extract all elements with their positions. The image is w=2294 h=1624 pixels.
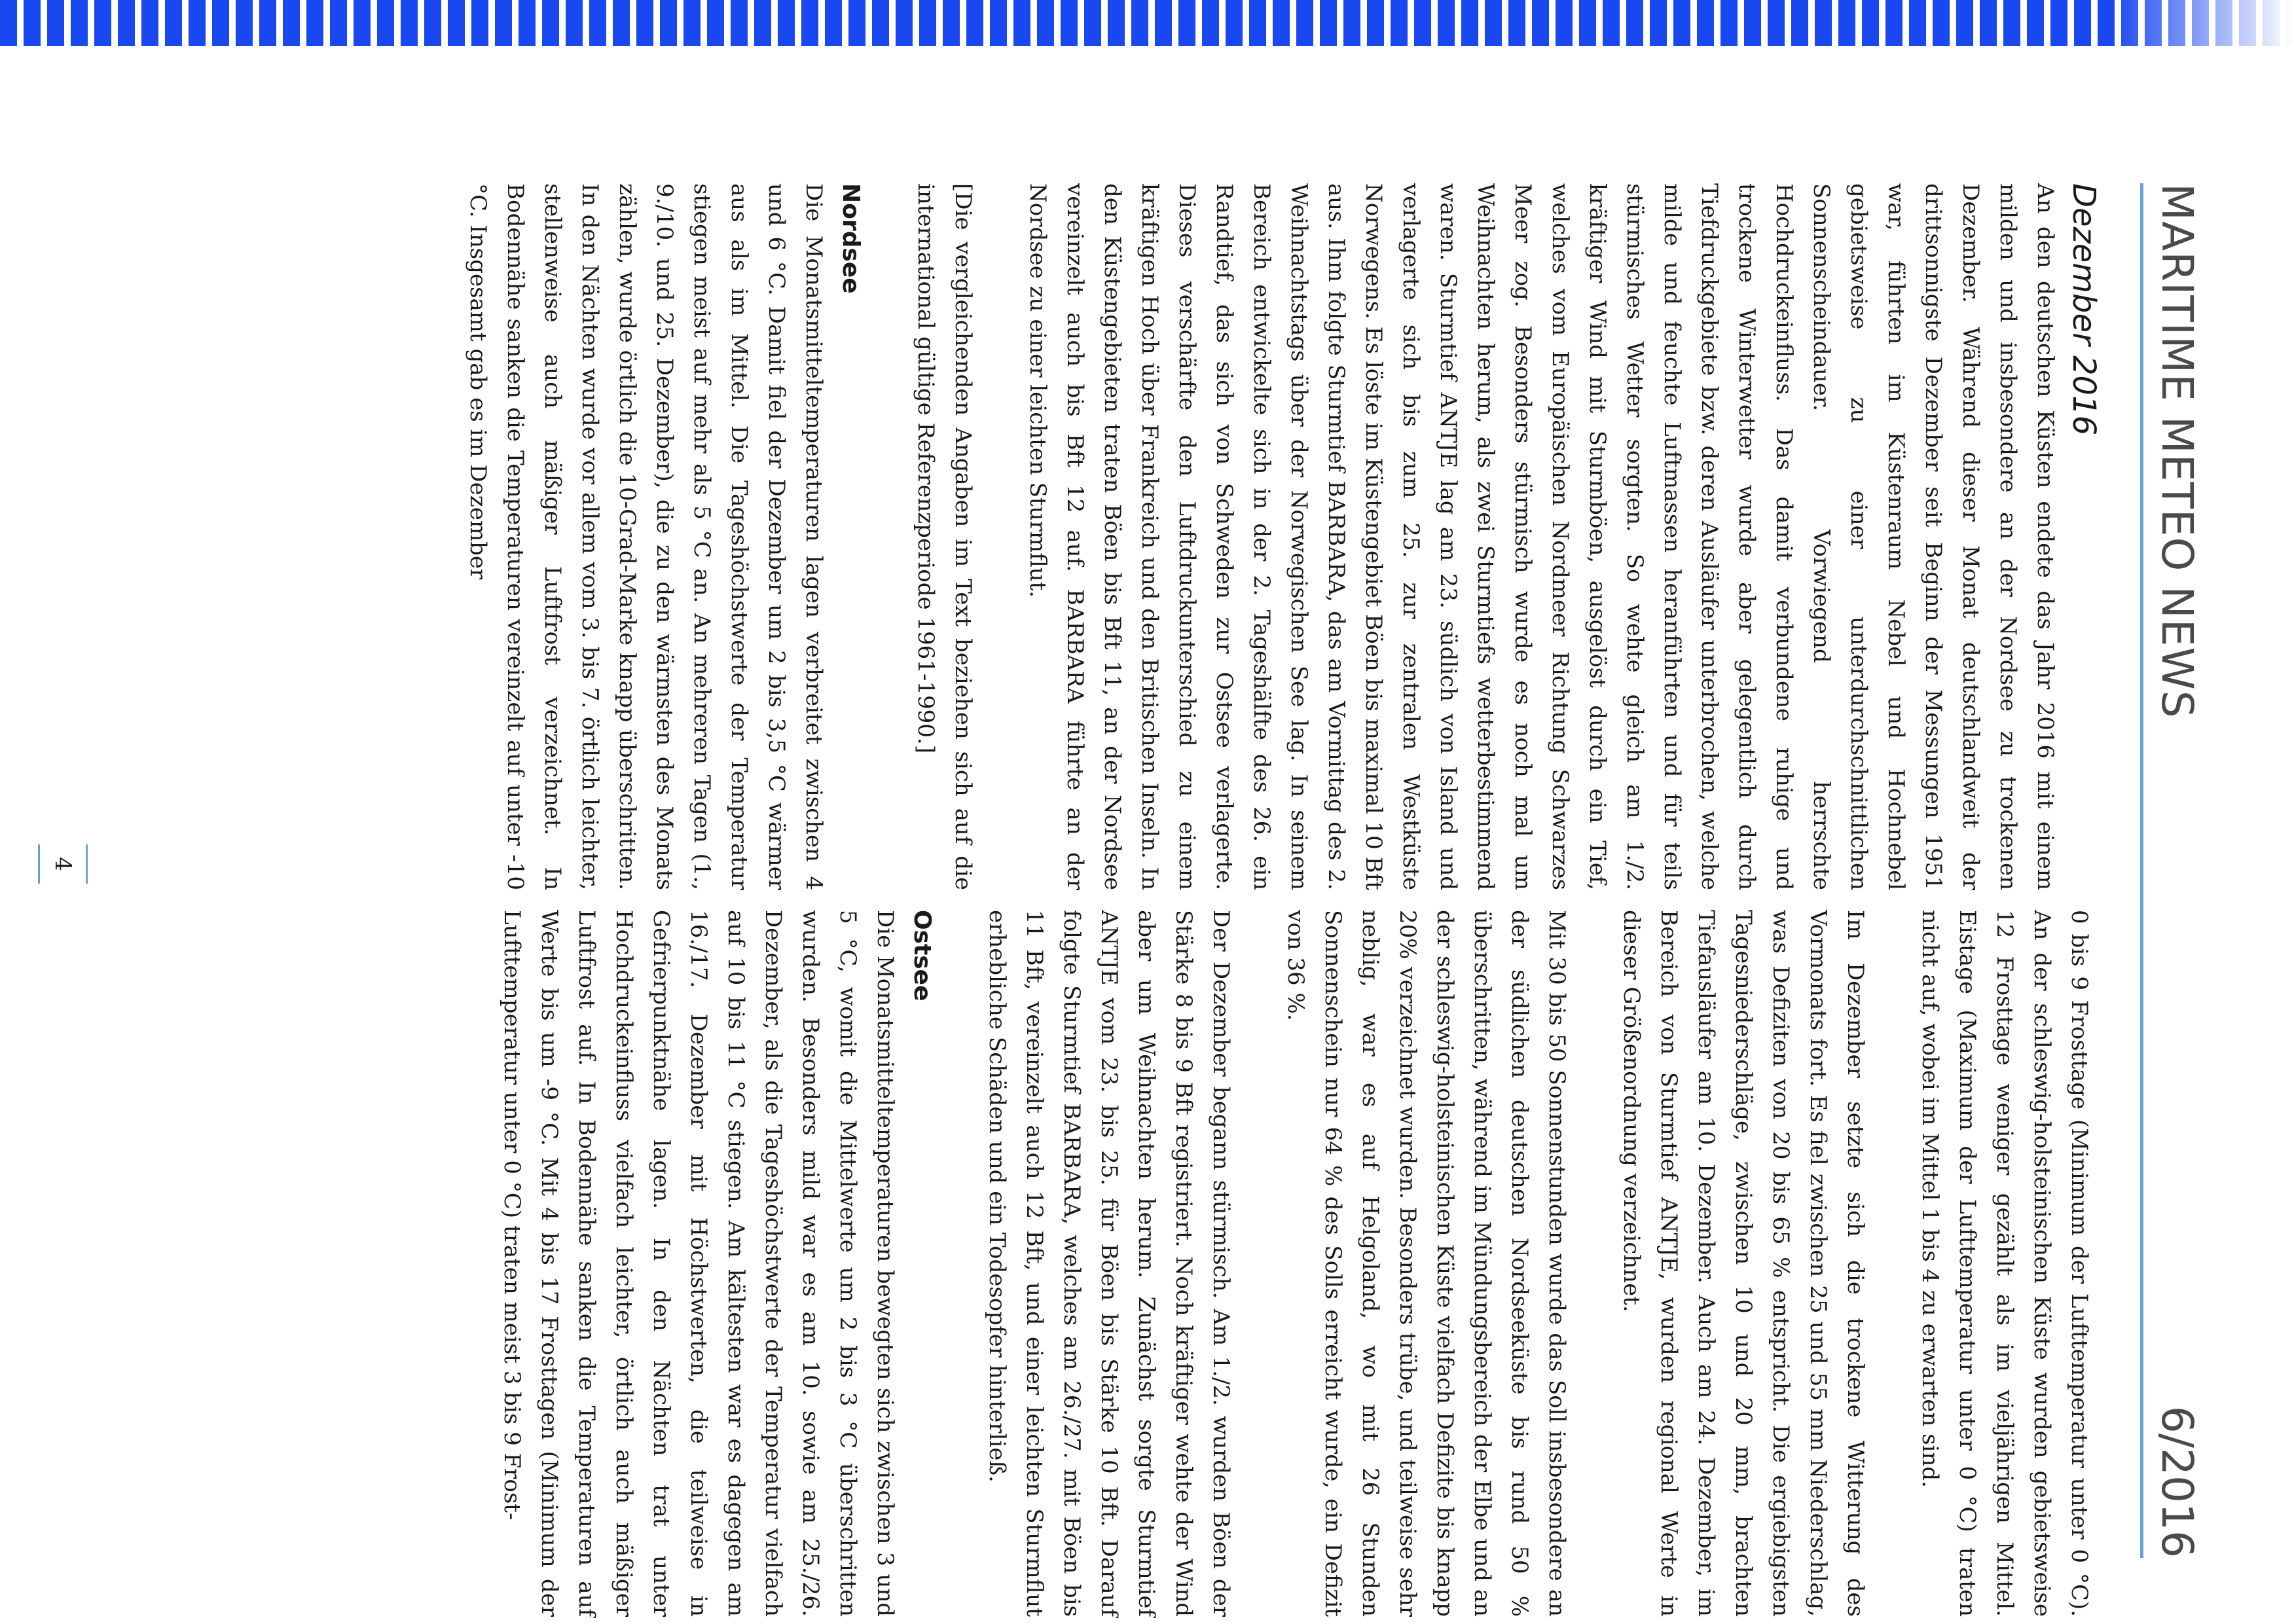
ostsee-temperature-paragraph: Die Monatsmitteltemperaturen bewegten sich zwischen 3 und 5 °C, womit die Mittelwerte um 2 bis 3 °C überschritten wurden. Besonders mild war es am 10. sowie am 25./26. Dezember, als die Tageshöchstwerte der Temperatur vielfach auf 10 bis 11 °C stiegen. Am kältesten war es dagegen am 16./17. Dezember mit Höchstwerten, die teilweise in Gefrierpunktnähe lagen. In den Nächten trat unter Hochdruckeinfluss vielfach leichter, örtlich auch mäßiger Luftfrost auf. In Bodennähe sanken die Temperaturen auf Werte bis um -9 °C. Mit 4 bis 17 Frosttagen (Minimum der Lufttemperatur unter 0 °C) traten meist 3 bis 9 Frost- [499, 910, 898, 1617]
wind-paragraph: Der Dezember begann stürmisch. Am 1./2. wurden Böen der Stärke 8 bis 9 Bft registriert. Noch kräftiger wehte der Wind aber um Weihnachten herum. Zunächst sorgte Sturmtief ANTJE vom 23. bis 25. für Böen bis Stärke 10 Bft. Darauf folgte Sturmtief BARBARA, welches am 26./27. mit Böen bis 11 Bft, vereinzelt auch 12 Bft, und einer leichten Sturmflut erhebliche Schäden und ein Todesopfer hinterließ. [984, 910, 1234, 1617]
reference-note: [Die vergleichenden Angaben im Text beziehen sich auf die international gültige Referenzperiode 1961-1990.] [913, 183, 976, 890]
niederschlag-paragraph: Im Dezember setzte sich die trockene Witterung des Vormonats fort. Es fiel zwischen 25 und 55 mm Niederschlag, was Defiziten von 20 bis 65 % entspricht. Die ergiebigsten Tagesniederschläge, zwischen 10 und 20 mm, brachten Tiefausläufer am 10. Dezember. Auch am 24. Dezember, im Bereich von Sturmtief ANTJE, wurden regional Werte in dieser Größenordnung verzeichnet. [1618, 910, 1868, 1617]
issue-number: 6/2016 [2152, 1405, 2202, 1558]
column-right [456, 910, 2098, 1617]
newsletter-title: MARITIME METEO NEWS [2152, 183, 2202, 719]
sonnenschein-paragraph: Mit 30 bis 50 Sonnenstunden wurde das Soll insbesondere an der südlichen deutschen Nordseeküste bis rund 50 % überschritten, während im Mündungsbereich der Elbe und an der schleswig-holsteinischen Küste vielfach Defizite bis knapp 20% verzeichnet wurden. Besonders trübe, und teilweise sehr neblig, war es auf Helgoland, wo mit 26 Stunden Sonnenschein nur 64 % des Solls erreicht wurde, ein Defizit von 36 %. [1283, 910, 1570, 1617]
section-heading-ostsee: Ostsee [909, 910, 936, 1001]
header-rule [2140, 183, 2143, 1558]
section-heading-nordsee: Nordsee [837, 183, 864, 294]
frosttage-paragraph: 0 bis 9 Frosttage (Minimum der Lufttemperatur unter 0 °C). An der schleswig-holsteinischen Küste wurden gebietsweise 12 Frosttage weniger gezählt als im vieljährigen Mittel. Eistage (Maximum der Lufttemperatur unter 0 °C) traten nicht auf, wobei im Mittel 1 bis 4 zu erwarten sind. [1917, 910, 2092, 1617]
page-number: 4 [38, 844, 88, 884]
rotated-page [0, 52, 2294, 1617]
article-heading: Dezember 2016 [2066, 183, 2102, 436]
top-stripe-band [0, 0, 2294, 46]
column-left [422, 183, 2104, 890]
nordsee-temperature-paragraph: Die Monatsmitteltemperaturen lagen verbreitet zwischen 4 und 6 °C. Damit fiel der Dezember um 2 bis 3,5 °C wärmer aus als im Mittel. Die Tageshöchstwerte der Temperatur stiegen meist auf mehr als 5 °C an. An mehreren Tagen (1., 9./10. und 25. Dezember), die zu den wärmsten des Monats zählen, wurde örtlich die 10-Grad-Marke knapp überschritten. In den Nächten wurde vor allem vom 3. bis 7. örtlich leichter, stellenweise auch mäßiger Luftfrost verzeichnet. In Bodennähe sanken die Temperaturen vereinzelt auf unter -10 °C. Insgesamt gab es im Dezember [465, 183, 827, 890]
intro-paragraph: An den deutschen Küsten endete das Jahr 2016 mit einem milden und insbesondere an der Nordsee zu trockenen Dezember. Während dieser Monat deutschlandweit der drittsonnigste Dezember seit Beginn der Messungen 1951 war, führten im Küstenraum Nebel und Hochnebel gebietsweise zu einer unterdurchschnittlichen Sonnenscheindauer. Vorwiegend herrschte Hochdruckeinfluss. Das damit verbundene ruhige und trockene Winterwetter wurde aber gelegentlich durch Tiefdruckgebiete bzw. deren Ausläufer unterbrochen, welche milde und feuchte Luftmassen heranführten und für teils stürmisches Wetter sorgten. So wehte gleich am 1./2. kräftiger Wind mit Sturmböen, ausgelöst durch ein Tief, welches vom Europäischen Nordmeer Richtung Schwarzes Meer zog. Besonders stürmisch wurde es noch mal um Weihnachten herum, als zwei Sturmtiefs wetterbestimmend waren. Sturmtief ANTJE lag am 23. südlich von Island und verlagerte sich bis zum 25. zur zentralen Westküste Norwegens. Es löste im Küstengebiet Böen bis maximal 10 Bft aus. Ihm folgte Sturmtief BARBARA, das am Vormittag des 2. Weihnachtstags über der Norwegischen See lag. In seinem Bereich entwickelte sich in der 2. Tageshälfte des 26. ein Randtief, das sich von Schweden zur Ostsee verlagerte. Dieses verschärfte den Luftdruckunterschied zu einem kräftigen Hoch über Frankreich und den Britischen Inseln. In den Küstengebieten traten Böen bis Bft 11, an der Nordsee vereinzelt auch bis Bft 12 auf. BARBARA führte an der Nordsee zu einer leichten Sturmflut. [1025, 183, 2058, 890]
